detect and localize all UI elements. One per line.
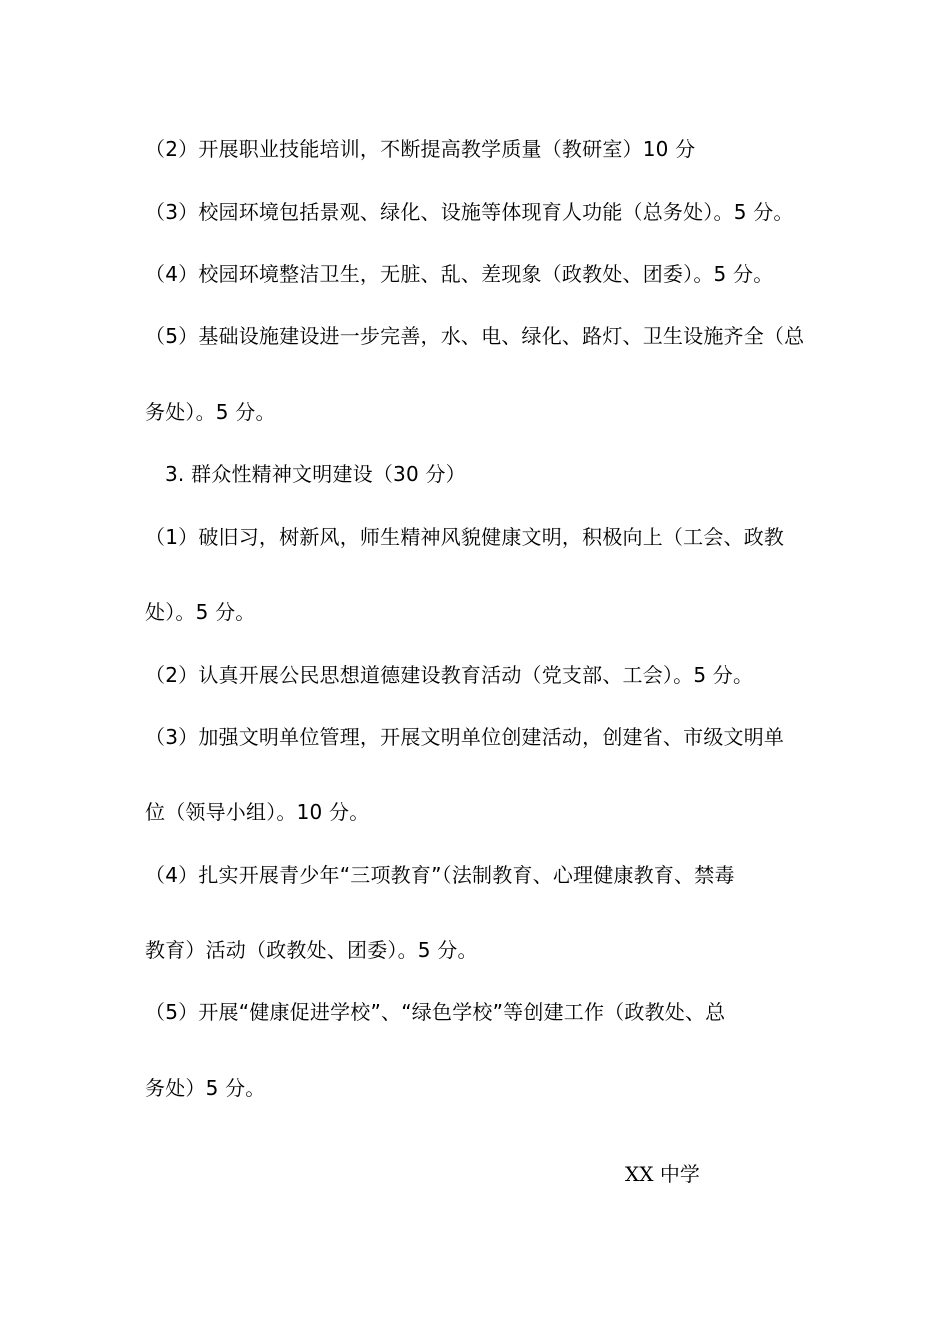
paragraph-line: 处）。5 分。 <box>145 600 256 624</box>
paragraph-line: （3）校园环境包括景观、绿化、设施等体现育人功能（总务处）。5 分。 <box>145 200 794 224</box>
paragraph-line: （2）开展职业技能培训，不断提高教学质量（教研室）10 分 <box>145 137 696 161</box>
paragraph-line: （4）校园环境整洁卫生，无脏、乱、差现象（政教处、团委）。5 分。 <box>145 262 774 286</box>
paragraph-line: （3）加强文明单位管理，开展文明单位创建活动，创建省、市级文明单 <box>145 725 785 749</box>
paragraph-line: （1）破旧习，树新风，师生精神风貌健康文明，积极向上（工会、政教 <box>145 525 785 549</box>
section-heading: 3. 群众性精神文明建设（30 分） <box>165 462 466 486</box>
paragraph-line: 教育）活动（政教处、团委）。5 分。 <box>145 938 478 962</box>
paragraph-line: 务处）。5 分。 <box>145 400 276 424</box>
paragraph-line: （2）认真开展公民思想道德建设教育活动（党支部、工会）。5 分。 <box>145 663 754 687</box>
paragraph-line: （5）开展“健康促进学校”、“绿色学校”等创建工作（政教处、总 <box>145 1000 726 1024</box>
paragraph-line: 务处）5 分。 <box>145 1076 266 1100</box>
paragraph-line: （4）扎实开展青少年“三项教育”（法制教育、心理健康教育、禁毒 <box>145 863 735 887</box>
signature-school-name: XX 中学 <box>625 1162 700 1186</box>
paragraph-line: （5）基础设施建设进一步完善，水、电、绿化、路灯、卫生设施齐全（总 <box>145 324 805 348</box>
paragraph-line: 位（领导小组）。10 分。 <box>145 800 370 824</box>
